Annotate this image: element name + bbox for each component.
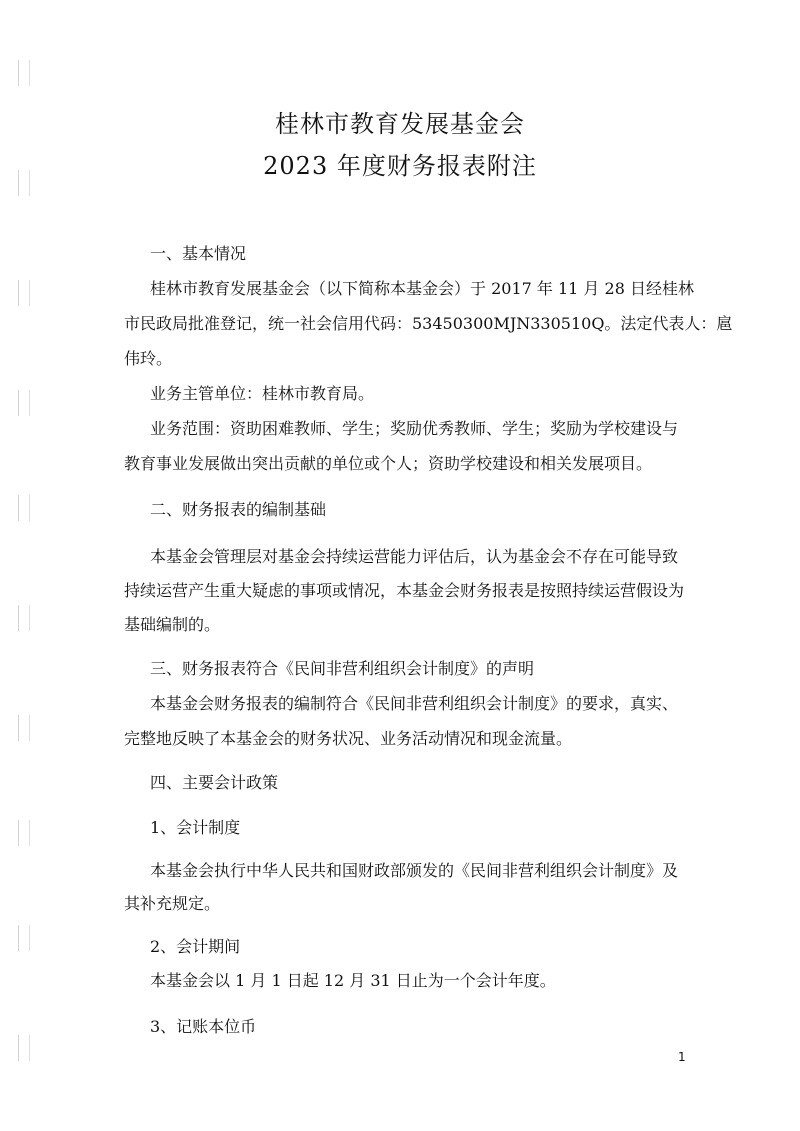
section-2-paragraph-line-3: 基础编制的。 (124, 615, 221, 634)
section-4-2-paragraph: 本基金会以 1 月 1 日起 12 月 31 日止为一个会计年度。 (150, 971, 556, 990)
section-4-1-paragraph-line-1: 本基金会执行中华人民共和国财政部颁发的《民间非营利组织会计制度》及 (150, 861, 679, 880)
section-2-paragraph-line-2: 持续运营产生重大疑虑的事项或情况，本基金会财务报表是按照持续运营假设为 (124, 581, 685, 600)
section-4-2-heading: 2、会计期间 (150, 937, 241, 956)
section-4-3-heading: 3、记账本位币 (150, 1017, 257, 1036)
section-3-paragraph-line-1: 本基金会财务报表的编制符合《民间非营利组织会计制度》的要求，真实、 (150, 694, 679, 713)
section-4-1-heading: 1、会计制度 (150, 818, 241, 837)
page-number: 1 (678, 1050, 686, 1064)
section-1-paragraph-1-line-2: 市民政局批准登记，统一社会信用代码：53450300MJN330510Q。法定代表人：扈 (124, 314, 733, 333)
document-title: 桂林市教育发展基金会 (275, 110, 525, 138)
section-4-heading: 四、主要会计政策 (150, 773, 279, 792)
section-3-heading: 三、财务报表符合《民间非营利组织会计制度》的声明 (150, 659, 535, 678)
section-1-paragraph-3-line-2: 教育事业发展做出突出贡献的单位或个人；资助学校建设和相关发展项目。 (124, 454, 653, 473)
section-1-paragraph-2: 业务主管单位：桂林市教育局。 (150, 384, 375, 403)
section-3-paragraph-line-2: 完整地反映了本基金会的财务状况、业务活动情况和现金流量。 (124, 729, 573, 748)
section-1-paragraph-1-line-1: 桂林市教育发展基金会（以下简称本基金会）于 2017 年 11 月 28 日经桂林 (150, 279, 694, 298)
document-subtitle: 2023 年度财务报表附注 (263, 152, 537, 180)
section-4-1-paragraph-line-2: 其补充规定。 (124, 894, 221, 913)
scan-edge-marks (14, 40, 44, 1100)
section-1-paragraph-1-line-3: 伟玲。 (124, 349, 173, 368)
section-2-heading: 二、财务报表的编制基础 (150, 500, 327, 519)
section-1-heading: 一、基本情况 (150, 244, 247, 263)
section-2-paragraph-line-1: 本基金会管理层对基金会持续运营能力评估后，认为基金会不存在可能导致 (150, 547, 679, 566)
section-1-paragraph-3-line-1: 业务范围：资助困难教师、学生；奖励优秀教师、学生；奖励为学校建设与 (150, 419, 679, 438)
